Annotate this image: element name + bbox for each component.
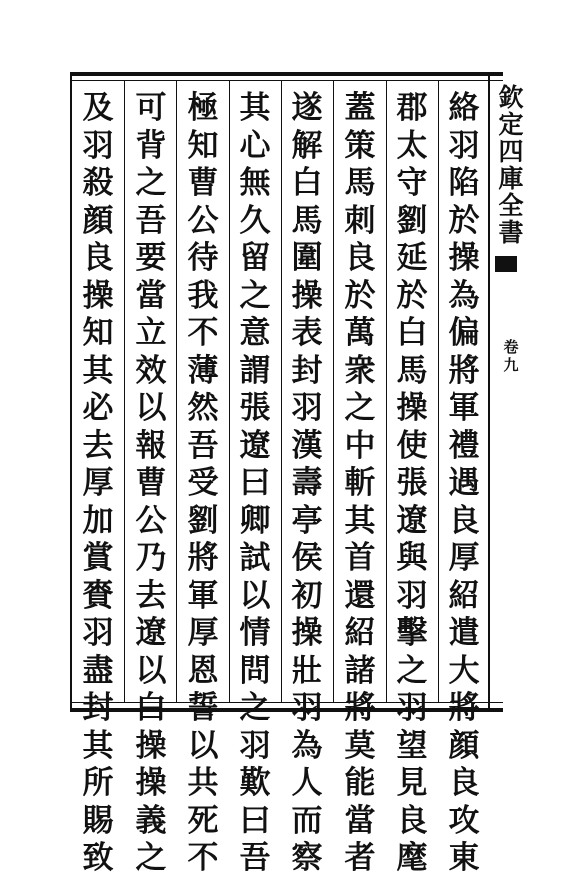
text-character: 攻 — [448, 802, 480, 839]
text-character: 厚 — [187, 615, 219, 651]
text-character: 致 — [82, 840, 114, 876]
text-character: 麾 — [396, 840, 428, 876]
text-character: 中 — [344, 427, 376, 464]
text-character: 顔 — [82, 202, 114, 239]
text-character: 立 — [135, 315, 167, 351]
text-character: 殺 — [82, 165, 114, 201]
text-character: 其 — [344, 502, 376, 539]
text-character: 吾 — [239, 840, 271, 876]
text-character: 大 — [448, 652, 480, 689]
margin-character: 全 — [498, 191, 524, 220]
text-character: 遇 — [448, 465, 480, 501]
text-character: 封 — [82, 690, 114, 726]
text-character: 於 — [344, 277, 376, 314]
text-character: 解 — [291, 127, 323, 164]
text-column-4 — [289, 90, 325, 878]
text-character: 擊 — [396, 615, 428, 651]
text-character: 張 — [396, 465, 428, 501]
column-divider — [281, 80, 282, 702]
text-character: 操 — [291, 615, 323, 651]
margin-character: 九 — [503, 356, 519, 374]
text-character: 去 — [135, 577, 167, 614]
text-character: 之 — [239, 690, 271, 726]
text-character: 初 — [291, 577, 323, 614]
text-character: 必 — [82, 390, 114, 426]
text-character: 問 — [239, 652, 271, 689]
column-divider — [333, 80, 334, 702]
text-character: 而 — [291, 802, 323, 839]
margin-character: 四 — [498, 137, 524, 166]
text-character: 守 — [396, 165, 428, 201]
text-character: 操 — [396, 390, 428, 426]
text-column-8 — [80, 90, 116, 878]
text-character: 良 — [396, 802, 428, 839]
column-divider — [438, 80, 439, 702]
text-character: 蓋 — [344, 90, 376, 126]
text-character: 曹 — [135, 465, 167, 501]
margin-character: 庫 — [498, 164, 524, 193]
text-character: 郡 — [396, 90, 428, 126]
text-character: 曰 — [239, 465, 271, 501]
text-character: 其 — [82, 352, 114, 389]
text-character: 曰 — [239, 802, 271, 839]
fish-tail-mark — [495, 256, 517, 272]
text-character: 太 — [396, 127, 428, 164]
text-character: 諸 — [344, 652, 376, 689]
text-character: 其 — [82, 727, 114, 764]
text-character: 壽 — [291, 465, 323, 501]
text-character: 遣 — [448, 615, 480, 651]
text-character: 操 — [448, 240, 480, 276]
text-character: 羽 — [82, 127, 114, 164]
text-character: 之 — [396, 652, 428, 689]
text-character: 所 — [82, 765, 114, 801]
text-character: 羽 — [291, 690, 323, 726]
text-character: 操 — [135, 765, 167, 801]
text-character: 羽 — [396, 577, 428, 614]
text-character: 不 — [187, 840, 219, 876]
text-character: 效 — [135, 352, 167, 389]
text-character: 刺 — [344, 202, 376, 239]
text-character: 將 — [448, 352, 480, 389]
text-column-2 — [394, 90, 430, 878]
text-column-3 — [342, 90, 378, 878]
text-character: 知 — [82, 315, 114, 351]
text-character: 去 — [82, 427, 114, 464]
column-divider — [176, 80, 177, 702]
text-character: 以 — [239, 577, 271, 614]
text-character: 人 — [291, 765, 323, 801]
text-character: 與 — [396, 540, 428, 576]
text-character: 義 — [135, 802, 167, 839]
text-character: 良 — [344, 240, 376, 276]
text-character: 當 — [344, 802, 376, 839]
text-character: 遂 — [291, 90, 323, 126]
text-character: 軍 — [448, 390, 480, 426]
text-character: 表 — [291, 315, 323, 351]
text-character: 馬 — [344, 165, 376, 201]
text-character: 之 — [344, 390, 376, 426]
text-character: 厚 — [82, 465, 114, 501]
text-character: 絡 — [448, 90, 480, 126]
text-character: 以 — [135, 652, 167, 689]
text-character: 白 — [135, 690, 167, 726]
text-column-5 — [237, 90, 273, 878]
text-character: 漢 — [291, 427, 323, 464]
text-column-1 — [446, 90, 482, 878]
text-character: 劉 — [187, 502, 219, 539]
text-character: 恩 — [187, 652, 219, 689]
text-character: 萬 — [344, 315, 376, 351]
text-character: 良 — [448, 502, 480, 539]
text-character: 壯 — [291, 652, 323, 689]
text-character: 公 — [135, 502, 167, 539]
text-character: 策 — [344, 127, 376, 164]
text-character: 吾 — [187, 427, 219, 464]
text-character: 軍 — [187, 577, 219, 614]
text-character: 之 — [135, 165, 167, 201]
text-character: 將 — [344, 690, 376, 726]
margin-column-border — [488, 76, 490, 708]
text-character: 死 — [187, 802, 219, 839]
column-divider — [386, 80, 387, 702]
text-character: 斬 — [344, 465, 376, 501]
column-divider — [124, 80, 125, 702]
text-character: 卿 — [239, 502, 271, 539]
text-character: 留 — [239, 240, 271, 276]
text-character: 禮 — [448, 427, 480, 464]
text-character: 陷 — [448, 165, 480, 201]
text-character: 報 — [135, 427, 167, 464]
text-character: 賜 — [82, 802, 114, 839]
text-character: 知 — [187, 127, 219, 164]
text-character: 白 — [396, 315, 428, 351]
text-character: 紹 — [448, 577, 480, 614]
text-character: 為 — [448, 277, 480, 314]
text-character: 然 — [187, 390, 219, 426]
margin-volume-number — [497, 338, 525, 374]
text-character: 歎 — [239, 765, 271, 801]
margin-character: 書 — [498, 218, 524, 247]
text-character: 吾 — [135, 202, 167, 239]
text-character: 賚 — [82, 577, 114, 614]
text-character: 背 — [135, 127, 167, 164]
text-character: 之 — [135, 840, 167, 876]
text-character: 亭 — [291, 502, 323, 539]
text-character: 望 — [396, 727, 428, 764]
text-character: 侯 — [291, 540, 323, 576]
text-column-6 — [185, 90, 221, 878]
text-character: 薄 — [187, 352, 219, 389]
text-character: 白 — [291, 165, 323, 201]
text-character: 可 — [135, 90, 167, 126]
text-character: 操 — [135, 727, 167, 764]
text-character: 我 — [187, 277, 219, 314]
text-character: 盡 — [82, 652, 114, 689]
text-character: 無 — [239, 165, 271, 201]
text-character: 謂 — [239, 352, 271, 389]
text-character: 紹 — [344, 615, 376, 651]
text-character: 待 — [187, 240, 219, 276]
margin-character: 卷 — [503, 338, 519, 356]
text-character: 於 — [396, 277, 428, 314]
text-character: 察 — [291, 840, 323, 876]
text-character: 乃 — [135, 540, 167, 576]
text-character: 莫 — [344, 727, 376, 764]
text-character: 久 — [239, 202, 271, 239]
text-character: 於 — [448, 202, 480, 239]
column-divider — [229, 80, 230, 702]
text-character: 當 — [135, 277, 167, 314]
text-character: 要 — [135, 240, 167, 276]
text-character: 其 — [239, 90, 271, 126]
text-character: 東 — [448, 840, 480, 876]
text-character: 心 — [239, 127, 271, 164]
text-character: 羽 — [396, 690, 428, 726]
text-character: 偏 — [448, 315, 480, 351]
text-character: 極 — [187, 90, 219, 126]
margin-character: 欽 — [498, 83, 524, 112]
margin-character: 定 — [498, 110, 524, 139]
text-character: 及 — [82, 90, 114, 126]
text-character: 還 — [344, 577, 376, 614]
text-character: 羽 — [291, 390, 323, 426]
text-character: 封 — [291, 352, 323, 389]
text-character: 以 — [135, 390, 167, 426]
text-character: 不 — [187, 315, 219, 351]
text-character: 加 — [82, 502, 114, 539]
text-character: 誓 — [187, 690, 219, 726]
left-border — [70, 72, 72, 712]
text-character: 意 — [239, 315, 271, 351]
text-character: 衆 — [344, 352, 376, 389]
text-character: 劉 — [396, 202, 428, 239]
margin-book-title — [497, 84, 525, 246]
text-character: 遼 — [239, 427, 271, 464]
text-character: 能 — [344, 765, 376, 801]
text-character: 見 — [396, 765, 428, 801]
text-character: 張 — [239, 390, 271, 426]
text-character: 馬 — [396, 352, 428, 389]
text-character: 馬 — [291, 202, 323, 239]
text-character: 厚 — [448, 540, 480, 576]
text-character: 良 — [448, 765, 480, 801]
text-character: 使 — [396, 427, 428, 464]
text-character: 賞 — [82, 540, 114, 576]
text-character: 羽 — [239, 727, 271, 764]
text-character: 之 — [239, 277, 271, 314]
text-character: 情 — [239, 615, 271, 651]
text-character: 羽 — [82, 615, 114, 651]
text-character: 將 — [448, 690, 480, 726]
text-character: 操 — [291, 277, 323, 314]
text-character: 羽 — [448, 127, 480, 164]
text-character: 延 — [396, 240, 428, 276]
text-character: 首 — [344, 540, 376, 576]
text-character: 公 — [187, 202, 219, 239]
text-character: 受 — [187, 465, 219, 501]
text-character: 以 — [187, 727, 219, 764]
text-character: 曹 — [187, 165, 219, 201]
text-character: 操 — [82, 277, 114, 314]
text-character: 共 — [187, 765, 219, 801]
text-character: 圍 — [291, 240, 323, 276]
text-character: 遼 — [135, 615, 167, 651]
text-character: 者 — [344, 840, 376, 876]
top-border-thick — [70, 72, 503, 76]
text-character: 為 — [291, 727, 323, 764]
text-character: 將 — [187, 540, 219, 576]
text-character: 顔 — [448, 727, 480, 764]
text-character: 試 — [239, 540, 271, 576]
text-character: 遼 — [396, 502, 428, 539]
text-column-7 — [133, 90, 169, 878]
text-character: 良 — [82, 240, 114, 276]
